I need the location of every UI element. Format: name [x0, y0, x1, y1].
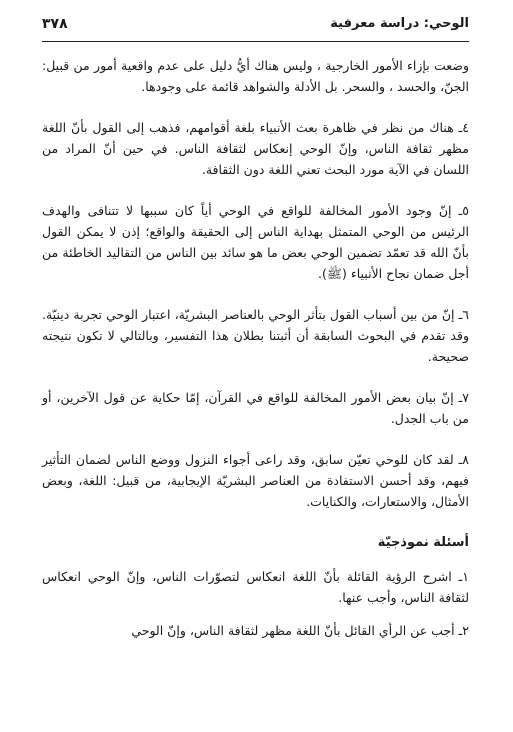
- page-body: [42, 55, 469, 653]
- paragraph-point-8: ٨ـ لقد كان للوحي تعيّن سابق، وقد راعى أجواء النزول ووضع الناس لضمان التأثير فيهم، وقد أحسن الاستفادة من العناصر البشريّة الإيجابية، من قبيل: اللغة، وبعض الأمثال، والاستعارات، والكنايات.: [42, 452, 469, 509]
- header-rule: [42, 41, 469, 42]
- running-title: الوحي: دراسة معرفية: [330, 16, 469, 31]
- page-number: ٣٧٨: [42, 16, 68, 32]
- paragraph-point-4: ٤ـ هناك من نظر في ظاهرة بعث الأنبياء بلغة أقوامهم، فذهب إلى القول بأنّ اللغة مظهر ثقافة الناس، وإنّ الوحي إنعكاس لثقافة الناس. في حين أنّ المراد من اللسان في الآية مورد البحث تعني اللغة دون الثقافة.: [42, 120, 469, 177]
- questions-heading: أسئلة نموذجيّة: [377, 535, 469, 550]
- paragraph-continued: وضعت بإزاء الأمور الخارجية ، وليس هناك أيُّ دليل على عدم واقعية أمور من قبيل: الجنّ، والحسد ، والسحر. بل الأدلة والشواهد قائمة على وجودها.: [42, 58, 469, 94]
- paragraph-point-5: ٥ـ إنّ وجود الأمور المخالفة للواقع في الوحي أياً كان سببها لا تتنافى والهدف الرئيس من الوحي المتمثل بهداية الناس إلى الحقيقة والواقع؛ إذن لا يمكن القول بأنّ الله قد تعمّد تضمين الوحي بعض ما هو سائد بين الناس من التقاليد الخاطئة من أجل ضمان نجاح الأنبياء (ﷺ).: [42, 203, 469, 281]
- page-header: [42, 12, 469, 42]
- paragraph-point-6: ٦ـ إنّ من بين أسباب القول بتأثر الوحي بالعناصر البشريّة، اعتبار الوحي تجربة دينيّة. وقد تقدم في البحوث السابقة أن أثبتنا بطلان هذا التفسير، وبالتالي لا تكون نتيجته صحيحة.: [42, 307, 469, 364]
- question-1: ١ـ اشرح الرؤية القائلة بأنّ اللغة انعكاس لتصوّرات الناس، وإنّ الوحي انعكاس لثقافة الناس، وأجب عنها.: [42, 569, 469, 605]
- paragraph-point-7: ٧ـ إنّ بيان بعض الأمور المخالفة للواقع في القرآن، إمّا حكاية عن قول الآخرين، أو من باب الجدل.: [42, 390, 469, 426]
- question-2: ٢ـ أجب عن الرأي القائل بأنّ اللغة مظهر لثقافة الناس، وإنّ الوحي: [131, 623, 469, 638]
